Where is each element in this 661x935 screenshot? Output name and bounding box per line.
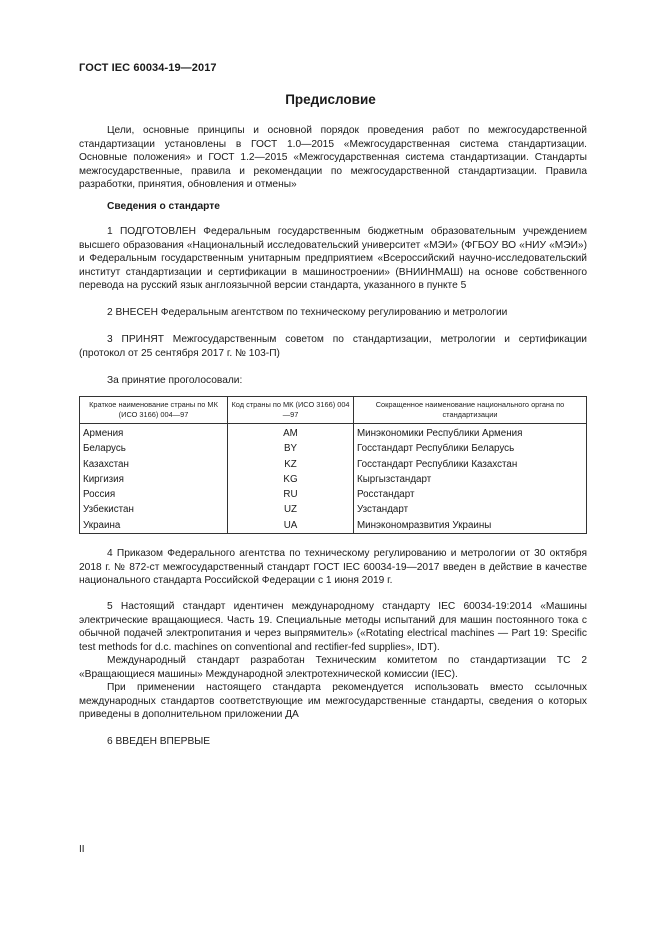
table-row [80,502,587,517]
item-5-text: 5 Настоящий стандарт идентичен международному стандарту IEC 60034-19:2014 «Машины электрические вращающиеся. Часть 19. Специальные методы испытаний для машин постоянного тока с обычной подачей электропитания и через выпрямитель» («Rotating electrical machines — Part 19: Specific test methods for d.c. machines on conventional and rectifier-fed supplies», IDT). [79,601,587,653]
standards-body: Госстандарт Республики Беларусь [354,441,587,456]
table-row [80,518,587,534]
country-code: RU [228,487,354,502]
standards-body: Кыргызстандарт [354,472,587,487]
table-row [80,487,587,502]
standards-body: Узстандарт [354,502,587,517]
country-code: UZ [228,502,354,517]
item-1-paragraph [79,225,587,293]
standards-body: Минэкономразвития Украины [354,518,587,534]
voting-table [79,396,587,534]
item-5-paragraph [79,600,587,654]
item-5-application-text: При применении настоящего стандарта рекомендуется использовать вместо ссылочных международных стандартов соответствующие им межгосударственные стандарты, сведения о которых приведены в дополнительном приложении ДА [79,682,587,721]
item-5-note [79,654,587,681]
intro-text: Цели, основные принципы и основной порядок проведения работ по межгосударственной стандартизации установлены в ГОСТ 1.0—2015 «Межгосударственная система стандартизации. Основные положения» и ГОСТ 1.2—2015 «Межгосударственная система стандартизации. Стандарты межгосударственные, правила и рекомендации по межгосударственной стандартизации. Правила разработки, принятия, обновления и отмены» [79,125,587,191]
table-row [80,441,587,456]
country-name: Беларусь [80,441,228,456]
country-code: KG [228,472,354,487]
info-heading: Сведения о стандарте [107,201,220,212]
country-name: Казахстан [80,457,228,472]
item-3-paragraph [79,333,587,360]
item-5-note-text: Международный стандарт разработан Техническим комитетом по стандартизации ТС 2 «Вращающиеся машины» Международной электротехнической комиссии (IEC). [79,655,587,680]
country-name: Россия [80,487,228,502]
item-2-paragraph: 2 ВНЕСЕН Федеральным агентством по техническому регулированию и метрологии [107,307,508,318]
item-6-paragraph: 6 ВВЕДЕН ВПЕРВЫЕ [107,736,211,747]
table-row [80,457,587,472]
header-country-name: Краткое наименование страны по МК (ИСО 3166) 004—97 [80,397,228,424]
country-name: Киргизия [80,472,228,487]
standards-body: Госстандарт Республики Казахстан [354,457,587,472]
country-code: UA [228,518,354,534]
standards-body: Минэкономики Республики Армения [354,424,587,442]
intro-paragraph [79,124,587,192]
item-4-paragraph [79,547,587,588]
standards-body: Росстандарт [354,487,587,502]
country-code: AM [228,424,354,442]
country-name: Узбекистан [80,502,228,517]
page-number: II [79,844,85,855]
header-standards-body: Сокращенное наименование национального органа по стандартизации [354,397,587,424]
table-header-row [80,397,587,424]
country-code: BY [228,441,354,456]
item-4-text: 4 Приказом Федерального агентства по техническому регулированию и метрологии от 30 октября 2018 г. № 872-ст межгосударственный стандарт ГОСТ IEC 60034-19—2017 введен в действие в качестве национального стандарта Российской Федерации с 1 июня 2019 г. [79,548,587,587]
header-country-code: Код страны по МК (ИСО 3166) 004—97 [228,397,354,424]
item-1-text: 1 ПОДГОТОВЛЕН Федеральным государственным бюджетным образовательным учреждением высшего образования «Национальный исследовательский университет «МЭИ» (ФГБОУ ВО «НИУ «МЭИ») и Федеральным государственным унитарным предприятием «Всероссийский научно-исследовательский институт стандартизации и сертификации в машиностроении» (ВНИИНМАШ) на основе собственного перевода на русский язык англоязычной версии стандарта, указанного в пункте 5 [79,226,587,292]
table-row [80,472,587,487]
vote-label: За принятие проголосовали: [107,375,243,386]
table-row [80,424,587,442]
document-code-header: ГОСТ IEC 60034-19—2017 [79,62,217,74]
country-code: KZ [228,457,354,472]
item-3-text: 3 ПРИНЯТ Межгосударственным советом по стандартизации, метрологии и сертификации (протокол от 25 сентября 2017 г. № 103-П) [79,334,587,359]
country-name: Армения [80,424,228,442]
item-5-application [79,681,587,722]
page-title: Предисловие [285,92,376,107]
country-name: Украина [80,518,228,534]
